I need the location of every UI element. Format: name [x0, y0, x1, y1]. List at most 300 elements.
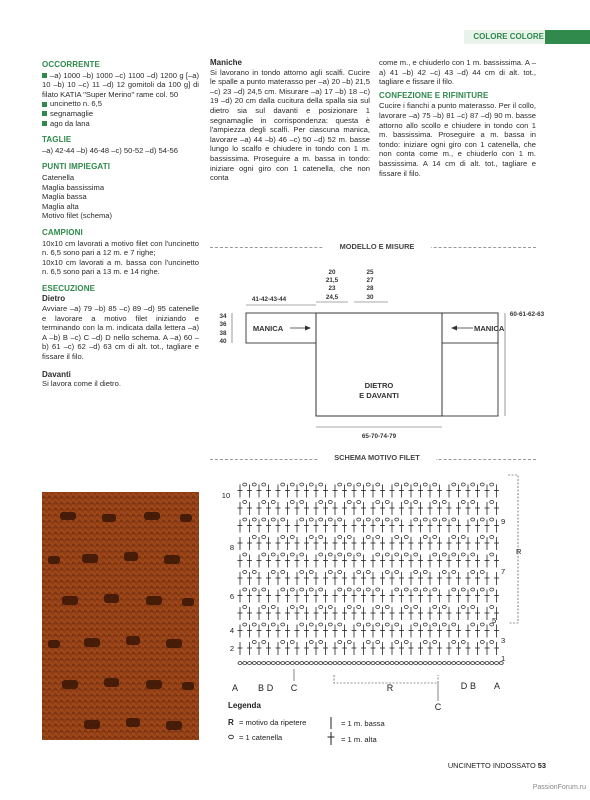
chain-stitch — [281, 641, 285, 644]
stitch — [323, 537, 328, 550]
stitch — [304, 642, 309, 655]
stitch — [342, 625, 347, 638]
stitch — [361, 555, 366, 568]
chain-stitch — [338, 536, 342, 539]
chain-stitch — [423, 518, 427, 521]
svg-text:34: 34 — [219, 313, 227, 320]
stitch — [475, 572, 480, 585]
stitch — [456, 625, 461, 638]
stitch — [380, 607, 385, 620]
stitch — [342, 485, 347, 498]
stitch — [466, 607, 471, 620]
chain-stitch — [262, 623, 266, 626]
chain-stitch — [338, 641, 342, 644]
chain-stitch — [433, 606, 437, 609]
foundation-chain — [343, 662, 347, 665]
stitch-letter: D — [460, 681, 468, 691]
stitch — [304, 485, 309, 498]
chain-stitch — [281, 553, 285, 556]
foundation-chain — [252, 662, 256, 665]
chain-stitch — [480, 623, 484, 626]
stitch — [485, 607, 490, 620]
chain-stitch — [376, 606, 380, 609]
stitch — [295, 485, 300, 498]
stitch — [418, 590, 423, 603]
chain-stitch — [461, 606, 465, 609]
stitch — [352, 502, 357, 515]
stitch — [276, 625, 281, 638]
stitch — [333, 607, 338, 620]
stitch — [323, 485, 328, 498]
filet-stitches — [238, 483, 504, 664]
stitch — [266, 625, 271, 638]
stitch — [285, 642, 290, 655]
stitch — [295, 537, 300, 550]
chain-stitch — [490, 518, 494, 521]
chain-stitch — [252, 571, 256, 574]
chain-stitch — [385, 553, 389, 556]
chain-stitch — [366, 571, 370, 574]
chain-stitch — [480, 518, 484, 521]
chain-stitch — [338, 518, 342, 521]
stitch — [238, 520, 243, 533]
stitch — [257, 607, 262, 620]
stitch — [285, 555, 290, 568]
occorrente-text: –a) 1000 –b) 1000 –c) 1100 –d) 1200 g [–a) 10 –b) 10 –c) 11 –d) 12 gomitoli da 100 g] di filato KATIA "Super Merino" rame col. 50 — [42, 70, 199, 99]
chain-stitch — [433, 483, 437, 486]
chain-stitch — [262, 518, 266, 521]
foundation-chain — [300, 662, 304, 665]
stitch — [494, 590, 499, 603]
stitch-letter: B — [257, 683, 265, 693]
stitch — [323, 642, 328, 655]
chain-stitch — [452, 518, 456, 521]
chain-stitch — [271, 553, 275, 556]
maniche-title: Maniche — [210, 58, 243, 67]
stitch — [475, 625, 480, 638]
stitch — [333, 642, 338, 655]
punti-item: Motivo filet (schema) — [42, 211, 113, 221]
chain-stitch — [290, 501, 294, 504]
sleeve-top-measure: 41-42-43-44 — [251, 296, 287, 303]
svg-text:40: 40 — [219, 338, 227, 345]
stitch — [323, 572, 328, 585]
stitch — [342, 607, 347, 620]
foundation-chain — [262, 662, 266, 665]
chain-stitch — [404, 536, 408, 539]
chain-stitch — [319, 518, 323, 521]
section-title: COLORE COLORE — [473, 32, 544, 41]
stitch — [333, 555, 338, 568]
stitch-letter: A — [493, 681, 501, 691]
chain-stitch — [376, 623, 380, 626]
stitch — [285, 590, 290, 603]
stitch — [276, 607, 281, 620]
stitch — [247, 555, 252, 568]
stitch — [437, 590, 442, 603]
foundation-chain — [400, 662, 404, 665]
chain-stitch — [262, 483, 266, 486]
foundation-chain — [328, 662, 332, 665]
stitch — [304, 572, 309, 585]
stitch — [456, 555, 461, 568]
foundation-chain — [324, 662, 328, 665]
stitch — [475, 537, 480, 550]
stitch — [257, 537, 262, 550]
esecuzione-title: ESECUZIONE — [42, 283, 96, 293]
chain-stitch — [271, 518, 275, 521]
stitch — [466, 572, 471, 585]
chain-stitch — [423, 641, 427, 644]
chain-stitch — [376, 588, 380, 591]
foundation-chain — [409, 662, 413, 665]
chain-stitch — [243, 483, 247, 486]
svg-text:36: 36 — [219, 321, 227, 328]
legend-title: Legenda — [228, 701, 261, 710]
chain-stitch — [366, 536, 370, 539]
dietro-text: Avviare –a) 79 –b) 85 –c) 89 –d) 95 catenelle e lavorare a motivo filet iniziando e terminando con la m. indicata dalla lettera –a) A –b) B –c) C –d) D nello schema. A –a) 60 –b) 61 –c) 62 –d) 63 cm di alt. tot., tagliare e fissare il filo. — [42, 304, 199, 362]
foundation-chain — [267, 662, 271, 665]
foundation-chain — [390, 662, 394, 665]
stitch — [447, 572, 452, 585]
foundation-chain — [476, 662, 480, 665]
chain-stitch — [300, 606, 304, 609]
stitch — [409, 590, 414, 603]
stitch — [380, 485, 385, 498]
chain-stitch — [338, 623, 342, 626]
svg-text:28: 28 — [366, 285, 374, 292]
stitch — [314, 555, 319, 568]
chain-stitch — [423, 588, 427, 591]
stitch — [409, 537, 414, 550]
chain-stitch — [300, 501, 304, 504]
stitch — [418, 502, 423, 515]
stitch — [352, 485, 357, 498]
chain-stitch — [414, 588, 418, 591]
stitch — [399, 485, 404, 498]
stitch — [342, 502, 347, 515]
foundation-chain — [385, 662, 389, 665]
stitch — [266, 485, 271, 498]
stitch — [380, 642, 385, 655]
section-bar — [545, 30, 590, 44]
dietro-title: Dietro — [42, 294, 66, 304]
chain-stitch — [243, 571, 247, 574]
row-num-left: 8 — [229, 543, 235, 552]
stitch — [333, 590, 338, 603]
stitch — [409, 555, 414, 568]
stitch — [257, 485, 262, 498]
chain-stitch — [347, 483, 351, 486]
chain-stitch — [252, 483, 256, 486]
stitch — [409, 520, 414, 533]
chain-stitch — [243, 623, 247, 626]
stitch — [390, 625, 395, 638]
stitch — [285, 502, 290, 515]
chain-stitch — [461, 483, 465, 486]
chain-stitch — [338, 553, 342, 556]
stitch — [266, 502, 271, 515]
stitch — [342, 520, 347, 533]
stitch — [390, 502, 395, 515]
stitch — [314, 520, 319, 533]
chain-stitch — [300, 588, 304, 591]
stitch — [418, 537, 423, 550]
chain-stitch — [366, 641, 370, 644]
foundation-chain — [466, 662, 470, 665]
chain-stitch — [423, 536, 427, 539]
stitch — [485, 625, 490, 638]
chain-stitch — [423, 571, 427, 574]
stitch — [352, 590, 357, 603]
stitch — [314, 572, 319, 585]
chain-stitch — [442, 518, 446, 521]
stitch — [399, 642, 404, 655]
stitch — [428, 502, 433, 515]
stitch — [361, 520, 366, 533]
chain-stitch — [385, 518, 389, 521]
svg-text:27: 27 — [366, 277, 374, 284]
sleeve-height-measure — [219, 313, 227, 345]
punti-item: Maglia bassa — [42, 192, 87, 202]
row-num-right: 3 — [501, 636, 506, 645]
stitch — [428, 537, 433, 550]
foundation-chain — [286, 662, 290, 665]
stitch — [247, 590, 252, 603]
punti-item: Maglia alta — [42, 201, 79, 211]
stitch — [494, 572, 499, 585]
stitch — [266, 555, 271, 568]
stitch — [494, 537, 499, 550]
chain-stitch — [442, 571, 446, 574]
stitch — [485, 485, 490, 498]
stitch — [399, 520, 404, 533]
chain-stitch — [452, 588, 456, 591]
stitch — [371, 590, 376, 603]
row-num-right: 7 — [501, 567, 506, 576]
stitch — [456, 537, 461, 550]
foundation-chain — [357, 662, 361, 665]
body-label-1: DIETRO — [364, 381, 394, 390]
stitch — [447, 502, 452, 515]
stitch — [399, 572, 404, 585]
chain-stitch — [252, 623, 256, 626]
legend-r-text: = motivo da ripetere — [239, 718, 307, 727]
chain-stitch — [271, 623, 275, 626]
stitch — [447, 520, 452, 533]
chain-stitch — [490, 606, 494, 609]
stitch — [361, 590, 366, 603]
chain-stitch — [433, 641, 437, 644]
stitch — [314, 502, 319, 515]
stitch — [266, 642, 271, 655]
chain-stitch — [366, 518, 370, 521]
stitch — [352, 572, 357, 585]
chain-stitch — [271, 501, 275, 504]
chain-stitch — [490, 501, 494, 504]
stitch — [361, 502, 366, 515]
chain-stitch — [395, 483, 399, 486]
stitch — [380, 625, 385, 638]
right-column — [379, 58, 536, 178]
stitch — [494, 555, 499, 568]
chain-stitch — [309, 536, 313, 539]
stitch — [361, 485, 366, 498]
stitch — [485, 642, 490, 655]
row-num-left: 6 — [229, 592, 235, 601]
stitch — [428, 642, 433, 655]
chain-stitch — [281, 623, 285, 626]
chain-stitch — [243, 553, 247, 556]
stitch — [456, 590, 461, 603]
chain-stitch — [347, 501, 351, 504]
chain-stitch — [252, 536, 256, 539]
stitch — [247, 502, 252, 515]
row-num-left: 4 — [229, 626, 235, 635]
stitch-letter: B — [469, 681, 477, 691]
stitch — [390, 485, 395, 498]
stitch — [238, 607, 243, 620]
stitch — [447, 625, 452, 638]
page-footer — [436, 761, 546, 770]
stitch — [361, 642, 366, 655]
stitch — [371, 485, 376, 498]
stitch — [437, 555, 442, 568]
watermark: PassionForum.ru — [532, 784, 586, 791]
chain-stitch — [376, 483, 380, 486]
chain-stitch — [480, 641, 484, 644]
stitch — [437, 572, 442, 585]
stitch — [314, 607, 319, 620]
chain-stitch — [433, 536, 437, 539]
stitch — [276, 572, 281, 585]
stitch — [304, 537, 309, 550]
garment-diagram — [210, 255, 550, 445]
chain-stitch — [471, 623, 475, 626]
stitch — [399, 555, 404, 568]
stitch — [361, 607, 366, 620]
chain-stitch — [471, 571, 475, 574]
stitch — [266, 607, 271, 620]
punti-item: Catenella — [42, 172, 75, 182]
campioni-text-2: 10x10 cm lavorati a m. bassa con l'uncinetto n. 6,5 sono pari a 13 m. e 14 righe. — [42, 257, 199, 277]
chain-stitch — [328, 553, 332, 556]
legend-bassa-text: = 1 m. bassa — [341, 719, 385, 728]
stitch — [371, 607, 376, 620]
chain-stitch — [452, 623, 456, 626]
svg-text:23: 23 — [328, 285, 336, 292]
foundation-chain — [271, 662, 275, 665]
stitch — [333, 520, 338, 533]
stitch-letter: A — [231, 683, 239, 693]
stitch — [352, 555, 357, 568]
chain-stitch — [404, 641, 408, 644]
chain-stitch — [290, 588, 294, 591]
chain-stitch — [290, 483, 294, 486]
foundation-chain — [295, 662, 299, 665]
chain-stitch — [357, 623, 361, 626]
chain-stitch — [433, 623, 437, 626]
chain-stitch — [309, 623, 313, 626]
stitch — [466, 520, 471, 533]
chain-stitch — [252, 588, 256, 591]
foundation-chain — [404, 662, 408, 665]
chain-stitch — [395, 536, 399, 539]
foundation-chain — [381, 662, 385, 665]
foundation-chain — [362, 662, 366, 665]
stitch — [295, 625, 300, 638]
stitch — [475, 520, 480, 533]
chain-stitch — [290, 641, 294, 644]
chain-stitch — [452, 571, 456, 574]
chain-stitch — [262, 606, 266, 609]
stitch — [466, 502, 471, 515]
chain-stitch — [490, 536, 494, 539]
foundation-chain — [423, 662, 427, 665]
stitch — [399, 625, 404, 638]
maniche-text: Si lavorano in tondo attorno agli scalfi. Cucire le spalle a punto materasso per –a) 20 –b) 21,5 –c) 23 –d) 24,5 cm. Misurare –a) 17 –b) 18 –c) 19 –d) 20 cm dalla cucitura della spalla sia sul dietro sia sul davanti e posizionare 1 segnamaglie in corrispondenza: questa è l'ampiezza degli scalfi. Per ciascuna manica, lavorare –a) 44 –b) 46 –c) 50 –d) 52 m. basse lungo lo scalfo e chiudere in tondo con 1 m. bassissima. Proseguire a m. bassa in tondo: iniziare ogni giro con 1 catenella, che non conta — [210, 67, 370, 183]
stitch — [333, 485, 338, 498]
stitch — [238, 590, 243, 603]
stitch — [456, 572, 461, 585]
row-num-right: 1 — [501, 654, 506, 663]
punti-item: Maglia bassissima — [42, 182, 105, 192]
foundation-chain — [457, 662, 461, 665]
chain-stitch — [471, 501, 475, 504]
confezione-title: CONFEZIONE E RIFINITURE — [379, 90, 489, 100]
stitch — [323, 520, 328, 533]
foundation-chain — [257, 662, 261, 665]
chain-stitch — [262, 641, 266, 644]
stitch — [276, 537, 281, 550]
chain-stitch — [271, 606, 275, 609]
chain-stitch — [366, 588, 370, 591]
stitch — [409, 625, 414, 638]
chain-stitch — [300, 483, 304, 486]
stitch — [447, 555, 452, 568]
foundation-chain — [447, 662, 451, 665]
chain-stitch — [290, 553, 294, 556]
stitch — [295, 642, 300, 655]
stitch — [352, 625, 357, 638]
foundation-chain — [490, 662, 494, 665]
foundation-chain — [414, 662, 418, 665]
middle-column — [210, 58, 370, 183]
stitch — [456, 642, 461, 655]
chain-stitch — [338, 483, 342, 486]
stitch — [371, 625, 376, 638]
chain-stitch — [433, 518, 437, 521]
stitch — [494, 625, 499, 638]
stitch — [409, 572, 414, 585]
chain-stitch — [281, 588, 285, 591]
confezione-text: Cucire i fianchi a punto materasso. Per il collo, lavorare –a) 75 –b) 81 –c) 87 –d) 90 m. basse attorno allo scollo e chiudere in tondo con 1 m. bassissima. Proseguire a m. bassa in tondo: iniziare ogni giro con 1 catenella, che non conta come m., e chiuderlo con 1 m. bassissima. A 14 cm di alt. tot., tagliare e fissare il filo. — [379, 101, 536, 178]
stitch — [390, 607, 395, 620]
stitch — [333, 625, 338, 638]
stitch — [304, 502, 309, 515]
chain-stitch — [309, 483, 313, 486]
foundation-chain — [438, 662, 442, 665]
stitch — [371, 520, 376, 533]
stitch — [437, 625, 442, 638]
foundation-chain — [309, 662, 313, 665]
occorrente-item: segnamaglie — [42, 109, 199, 119]
stitch — [333, 502, 338, 515]
chain-stitch — [471, 588, 475, 591]
stitch — [257, 572, 262, 585]
stitch — [247, 625, 252, 638]
chain-stitch — [442, 623, 446, 626]
